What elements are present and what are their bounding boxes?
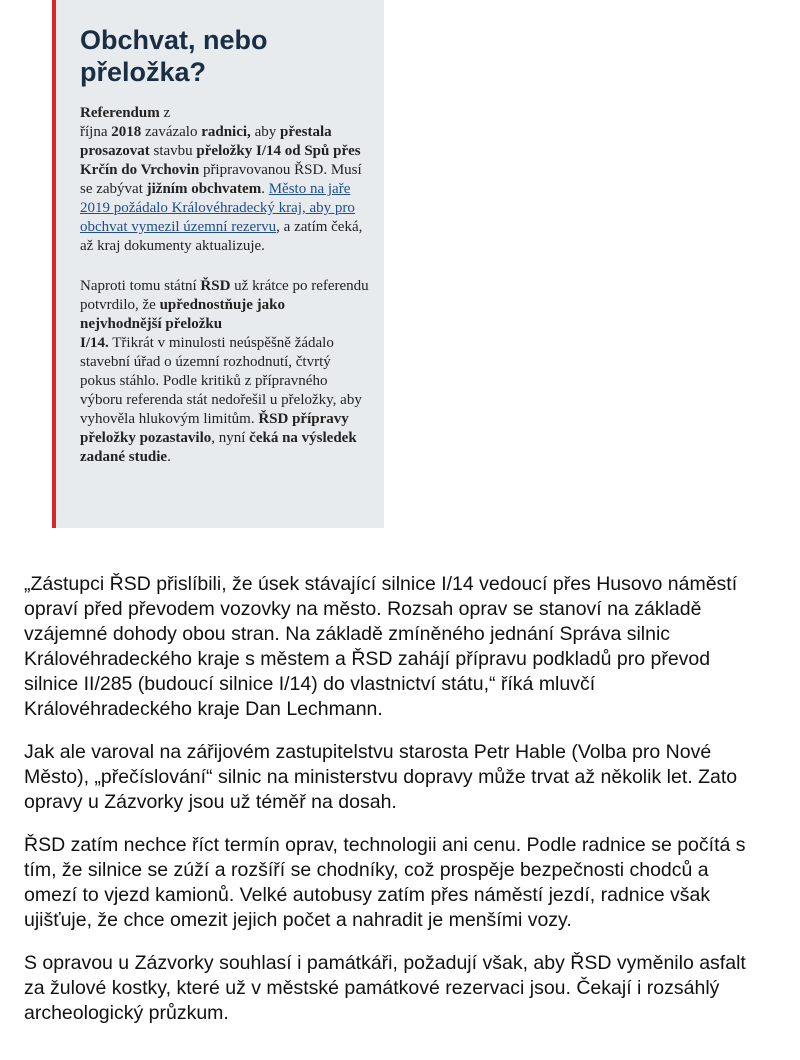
text: z <box>159 105 171 121</box>
text-bold: přeložky I/14 od Spů přes Krčín do Vrchovin <box>80 143 361 178</box>
text-bold: ŘSD přípravy přeložky pozastavilo <box>80 411 349 446</box>
info-box-title-line2: přeložka? <box>80 57 207 87</box>
text: Naproti tomu státní <box>80 278 201 294</box>
text: aby <box>250 124 280 140</box>
text: zavázalo <box>141 124 202 140</box>
info-box-title <box>80 24 370 88</box>
text: , a zatím čeká, až kraj dokumenty aktualizuje. <box>80 219 363 254</box>
text-bold: přestala prosazovat <box>80 124 332 159</box>
text-bold: ŘSD <box>200 278 231 294</box>
info-box-title-line1: Obchvat, nebo <box>80 25 268 55</box>
info-box-paragraph <box>80 104 370 256</box>
text-bold: radnici, <box>201 124 251 140</box>
info-box-content <box>80 24 370 488</box>
text: už krátce po referendu potvrdilo, že <box>80 278 369 313</box>
territorial-reserve-link[interactable]: Město na jaře 2019 požádalo Královéhradecký kraj, aby pro obchvat vymezil územní rezervu <box>80 181 355 235</box>
info-box <box>52 0 384 528</box>
text-bold: upřednostňuje jako nejvhodnější přeložku <box>80 297 286 332</box>
text-bold: Referendum <box>80 105 160 121</box>
text: . <box>167 449 171 465</box>
text: Třikrát v minulosti neúspěšně žádalo stavební úřad o územní rozhodnutí, čtvrtý pokus stáhlo. Podle kritiků z přípravného výboru referenda stát nedořešil u přeložky, aby vyhověla hlukovým limitům. <box>80 335 362 427</box>
text-bold: 2018 <box>111 124 142 140</box>
text-bold: čeká na výsledek zadané studie <box>80 430 357 465</box>
text: . <box>261 181 269 197</box>
article-paragraph: „Zástupci ŘSD přislíbili, že úsek stávající silnice I/14 vedoucí přes Husovo náměstí opraví před převodem vozovky na město. Rozsah oprav se stanoví na základě vzájemné dohody obou stran. Na základě zmíněného jednání Správa silnic Královéhradeckého kraje s městem a ŘSD zahájí přípravu podkladů pro převod silnice II/285 (budoucí silnice I/14) do vlastnictví státu,“ říká mluvčí Královéhradeckého kraje Dan Lechmann. <box>24 573 738 720</box>
article-paragraph: ŘSD zatím nechce říct termín oprav, technologii ani cenu. Podle radnice se počítá s tím, že silnice se zúží a rozšíří se chodníky, což prospěje bezpečnosti chodců a omezí to vjezd kamionů. Velké autobusy zatím přes náměstí jezdí, radnice však ujišťuje, že chce omezit jejich počet a nahradit je menšími vozy. <box>24 834 746 931</box>
article-paragraph: S opravou u Zázvorky souhlasí i památkáři, požadují však, aby ŘSD vyměnilo asfalt za žulové kostky, které už v městské památkové rezervaci jsou. Čekají i rozsáhlý archeologický průzkum. <box>24 952 746 1024</box>
text: stavbu <box>149 143 197 159</box>
info-box-paragraph <box>80 277 370 467</box>
article-body <box>24 572 764 1044</box>
text-bold: I/14. <box>80 335 109 351</box>
text-bold: jižním obchvatem <box>146 181 262 197</box>
text: , nyní <box>211 430 250 446</box>
text: připravovanou ŘSD. Musí se zabývat <box>80 162 362 197</box>
text: října <box>80 124 112 140</box>
article-paragraph: Jak ale varoval na zářijovém zastupitelstvu starosta Petr Hable (Volba pro Nové Město), „přečíslování“ silnic na ministerstvu dopravy může trvat až několik let. Zato opravy u Zázvorky jsou už téměř na dosah. <box>24 741 738 813</box>
